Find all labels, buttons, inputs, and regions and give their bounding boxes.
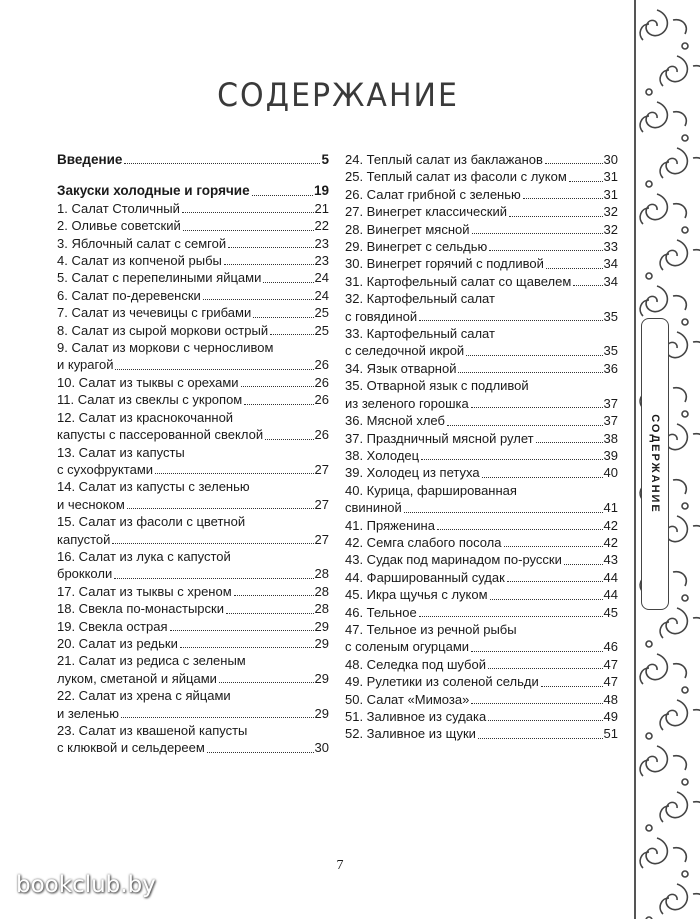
dot-leader <box>244 404 313 405</box>
toc-entry-text: 26. Салат грибной с зеленью <box>345 186 521 202</box>
toc-entry-page: 22 <box>314 218 329 234</box>
toc-entry <box>57 409 329 426</box>
toc-entry-page: 36 <box>603 360 618 376</box>
toc-entry-text: 39. Холодец из петуха <box>345 465 480 481</box>
toc-entry <box>345 221 618 238</box>
toc-entry-page: 19 <box>313 183 329 199</box>
toc-entry <box>57 200 329 217</box>
toc-entry-text: с сухофруктами <box>57 461 154 477</box>
toc-entry-page: 29 <box>314 618 329 634</box>
toc-entry <box>57 513 329 530</box>
toc-entry <box>57 304 329 321</box>
toc-entry <box>345 447 618 464</box>
dot-leader <box>114 578 313 579</box>
toc-entry-text: 48. Селедка под шубой <box>345 656 486 672</box>
toc-entry-page: 27 <box>314 531 329 547</box>
toc-entry <box>57 565 329 582</box>
toc-entry-text: 5. Салат с перепелиными яйцами <box>57 270 262 286</box>
toc-entry-text: капусты с пассерованной свеклой <box>57 427 264 443</box>
toc-entry <box>57 151 329 168</box>
toc-entry-text: 23. Салат из квашеной капусты <box>57 723 248 738</box>
toc-entry <box>57 269 329 286</box>
dot-leader <box>183 230 314 231</box>
toc-entry-page: 21 <box>314 200 329 216</box>
page-title: СОДЕРЖАНИЕ <box>217 76 459 115</box>
dot-leader <box>263 282 313 283</box>
toc-entry-page: 29 <box>314 635 329 651</box>
toc-entry-page: 44 <box>603 569 618 585</box>
toc-entry-text: капустой <box>57 531 111 547</box>
toc-entry-page: 34 <box>603 256 618 272</box>
toc-entry-text: 31. Картофельный салат со щавелем <box>345 273 572 289</box>
dot-leader <box>546 268 603 269</box>
toc-entry-page: 28 <box>314 583 329 599</box>
toc-entry-text: 42. Семга слабого посола <box>345 534 502 550</box>
toc-entry-text: 6. Салат по-деревенски <box>57 287 201 303</box>
dot-leader <box>504 546 603 547</box>
toc-entry-page: 25 <box>314 305 329 321</box>
toc-entry-text: 8. Салат из сырой моркови острый <box>57 322 269 338</box>
toc-entry-text: 14. Салат из капусты с зеленью <box>57 479 250 495</box>
toc-entry <box>57 705 329 722</box>
dot-leader <box>112 543 313 544</box>
toc-entry <box>57 548 329 565</box>
toc-entry-page: 24 <box>314 287 329 303</box>
toc-entry-page: 47 <box>603 656 618 672</box>
toc-entry-page: 28 <box>314 566 329 582</box>
toc-entry-page: 32 <box>603 204 618 220</box>
toc-entry-text: с клюквой и сельдереем <box>57 740 205 756</box>
toc-entry-page: 23 <box>314 253 329 269</box>
toc-entry <box>345 273 618 290</box>
section-tab <box>641 318 669 610</box>
dot-leader <box>253 317 313 318</box>
toc-entry <box>345 586 618 603</box>
toc-entry-text: с соленым огурцами <box>345 639 470 655</box>
toc-entry-page: 25 <box>314 322 329 338</box>
toc-entry-text: 12. Салат из краснокочанной <box>57 409 234 425</box>
watermark: bookclub.by <box>16 872 156 898</box>
toc-entry-page: 38 <box>603 430 618 446</box>
toc-left-column <box>57 151 329 757</box>
toc-entry-page: 30 <box>314 740 329 756</box>
toc-entry-text: 30. Винегрет горячий с подливой <box>345 256 544 272</box>
toc-entry-text: 41. Пряженина <box>345 517 435 533</box>
toc-entry <box>57 287 329 304</box>
toc-entry <box>345 725 618 742</box>
toc-entry-text: 4. Салат из копченой рыбы <box>57 253 222 269</box>
toc-entry <box>345 551 618 568</box>
toc-entry-page: 42 <box>603 517 618 533</box>
toc-entry-text: с говядиной <box>345 308 418 324</box>
dot-leader <box>265 439 313 440</box>
dot-leader <box>127 508 314 509</box>
toc-entry-text: 28. Винегрет мясной <box>345 221 470 237</box>
dot-leader <box>447 425 603 426</box>
toc-entry <box>57 374 329 391</box>
dot-leader <box>478 738 603 739</box>
toc-entry-page: 34 <box>603 273 618 289</box>
toc-entry <box>345 638 618 655</box>
toc-entry <box>345 569 618 586</box>
toc-entry <box>345 325 618 342</box>
toc-entry-text: 7. Салат из чечевицы с грибами <box>57 305 252 321</box>
toc-entry <box>57 652 329 669</box>
toc-entry-page: 29 <box>314 705 329 721</box>
dot-leader <box>458 372 602 373</box>
toc-entry-text: и чесноком <box>57 496 125 512</box>
toc-entry-page: 47 <box>603 674 618 690</box>
toc-entry-text: 38. Холодец <box>345 447 420 463</box>
toc-entry-page: 48 <box>603 691 618 707</box>
toc-entry-text: 9. Салат из моркови с черносливом <box>57 340 274 356</box>
toc-entry <box>345 673 618 690</box>
toc-entry <box>57 687 329 704</box>
dot-leader <box>241 386 314 387</box>
toc-entry-text: 52. Заливное из щуки <box>345 726 476 742</box>
toc-entry <box>345 168 618 185</box>
toc-entry-text: 13. Салат из капусты <box>57 444 185 460</box>
toc-entry-page: 33 <box>603 239 618 255</box>
toc-entry-page: 23 <box>314 235 329 251</box>
toc-entry <box>57 583 329 600</box>
dot-leader <box>155 473 313 474</box>
page-number: 7 <box>336 858 344 873</box>
toc-entry-text: брокколи <box>57 566 113 582</box>
toc-entry-page: 27 <box>314 496 329 512</box>
toc-entry-page: 32 <box>603 221 618 237</box>
toc-entry <box>57 531 329 548</box>
toc-entry-page: 40 <box>603 465 618 481</box>
toc-entry <box>57 252 329 269</box>
toc-entry-text: 45. Икра щучья с луком <box>345 587 488 603</box>
toc-entry-text: из зеленого горошка <box>345 395 469 411</box>
toc-entry-text: 50. Салат «Мимоза» <box>345 691 470 707</box>
toc-entry-text: 36. Мясной хлеб <box>345 413 445 429</box>
toc-entry-page: 24 <box>314 270 329 286</box>
toc-entry <box>345 412 618 429</box>
toc-entry <box>57 426 329 443</box>
toc-entry <box>57 356 329 373</box>
toc-entry <box>345 517 618 534</box>
dot-leader <box>564 564 603 565</box>
toc-entry-text: свининой <box>345 500 402 516</box>
toc-entry <box>57 461 329 478</box>
toc-entry <box>345 621 618 638</box>
toc-entry <box>345 186 618 203</box>
toc-entry-page: 42 <box>603 534 618 550</box>
toc-entry <box>57 444 329 461</box>
toc-entry <box>57 235 329 252</box>
toc-entry-page: 30 <box>603 152 618 167</box>
toc-entry-text: 18. Свекла по-монастырски <box>57 601 224 617</box>
toc-entry-text: 19. Свекла острая <box>57 618 168 634</box>
toc-entry-text: 29. Винегрет с сельдью <box>345 239 488 255</box>
toc-entry-page: 28 <box>314 601 329 617</box>
dot-leader <box>115 369 313 370</box>
dot-leader <box>226 613 314 614</box>
dot-leader <box>419 616 603 617</box>
toc-entry-text: 17. Салат из тыквы с хреном <box>57 583 232 599</box>
toc-entry <box>345 708 618 725</box>
toc-entry <box>345 482 618 499</box>
dot-leader <box>482 477 603 478</box>
toc-entry <box>57 217 329 234</box>
dot-leader <box>488 720 602 721</box>
toc-entry-text: луком, сметаной и яйцами <box>57 670 217 686</box>
toc-entry <box>57 182 329 199</box>
toc-entry-page: 44 <box>603 587 618 603</box>
dot-leader <box>541 686 603 687</box>
dot-leader <box>252 195 313 196</box>
toc-entry <box>57 391 329 408</box>
toc-entry-page: 26 <box>314 427 329 443</box>
toc-entry-page: 35 <box>603 308 618 324</box>
dot-leader <box>121 717 314 718</box>
dot-leader <box>203 299 314 300</box>
toc-entry <box>57 600 329 617</box>
toc-entry-text: 49. Рулетики из соленой сельди <box>345 674 539 690</box>
dot-leader <box>490 599 603 600</box>
dot-leader <box>228 247 313 248</box>
dot-leader <box>472 233 603 234</box>
toc-entry-page: 29 <box>314 670 329 686</box>
toc-entry <box>57 618 329 635</box>
toc-entry-page: 5 <box>321 152 329 167</box>
toc-right-column <box>345 151 618 743</box>
toc-entry <box>57 722 329 739</box>
toc-entry-text: 35. Отварной язык с подливой <box>345 378 529 394</box>
dot-leader <box>471 703 602 704</box>
dot-leader <box>170 630 314 631</box>
toc-entry-text: 27. Винегрет классический <box>345 204 507 220</box>
toc-entry-page: 46 <box>603 639 618 655</box>
dot-leader <box>207 752 314 753</box>
toc-entry <box>57 339 329 356</box>
toc-entry <box>345 203 618 220</box>
toc-entry-text: 51. Заливное из судака <box>345 709 487 724</box>
toc-entry-text: 3. Яблочный салат с семгой <box>57 235 227 251</box>
toc-entry-text: и курагой <box>57 357 114 373</box>
toc-entry <box>57 739 329 756</box>
dot-leader <box>224 264 314 265</box>
toc-entry-text: 1. Салат Столичный <box>57 200 180 216</box>
toc-entry <box>57 478 329 495</box>
toc-entry-text: Введение <box>57 152 123 167</box>
dot-leader <box>219 682 314 683</box>
toc-entry-text: 20. Салат из редьки <box>57 635 178 651</box>
toc-entry-text: 33. Картофельный салат <box>345 326 495 342</box>
dot-leader <box>523 198 603 199</box>
toc-gap <box>57 168 329 182</box>
dot-leader <box>270 334 313 335</box>
toc-entry <box>345 604 618 621</box>
toc-entry-page: 27 <box>314 461 329 477</box>
toc-entry-text: 16. Салат из лука с капустой <box>57 548 231 564</box>
toc-entry-page: 41 <box>603 500 618 516</box>
toc-entry-text: 2. Оливье советский <box>57 218 181 234</box>
toc-entry-text: 32. Картофельный салат <box>345 291 495 307</box>
toc-entry-text: 43. Судак под маринадом по-русски <box>345 552 562 568</box>
toc-entry-text: 24. Теплый салат из баклажанов <box>345 152 543 167</box>
dot-leader <box>507 581 603 582</box>
toc-entry-text: с селедочной икрой <box>345 343 465 359</box>
toc-entry <box>345 342 618 359</box>
toc-entry <box>345 499 618 516</box>
dot-leader <box>489 250 602 251</box>
toc-entry-page: 51 <box>603 726 618 742</box>
toc-entry-page: 26 <box>314 392 329 408</box>
dot-leader <box>419 320 602 321</box>
toc-entry-text: 46. Тельное <box>345 604 417 620</box>
toc-entry-page: 37 <box>603 395 618 411</box>
toc-entry-text: 47. Тельное из речной рыбы <box>345 621 517 637</box>
toc-entry-text: 44. Фаршированный судак <box>345 569 505 585</box>
toc-entry-page: 49 <box>603 709 618 724</box>
toc-entry-text: 11. Салат из свеклы с укропом <box>57 392 243 408</box>
toc-entry-page: 37 <box>603 413 618 429</box>
dot-leader <box>471 407 603 408</box>
section-tab-label: СОДЕРЖАНИЕ <box>649 414 661 514</box>
dot-leader <box>466 355 602 356</box>
toc-entry-page: 26 <box>314 374 329 390</box>
toc-entry <box>345 255 618 272</box>
toc-entry-text: 25. Теплый салат из фасоли с луком <box>345 169 567 185</box>
dot-leader <box>124 163 320 164</box>
toc-entry-page: 39 <box>603 447 618 463</box>
toc-entry-text: 34. Язык отварной <box>345 360 457 376</box>
toc-entry-text: и зеленью <box>57 705 120 721</box>
toc-entry-text: 40. Курица, фаршированная <box>345 482 517 498</box>
dot-leader <box>509 216 603 217</box>
dot-leader <box>437 529 603 530</box>
toc-entry <box>345 360 618 377</box>
dot-leader <box>404 512 603 513</box>
toc-entry-text: 10. Салат из тыквы с орехами <box>57 374 239 390</box>
toc-entry-page: 43 <box>603 552 618 568</box>
toc-entry <box>345 464 618 481</box>
toc-entry <box>57 635 329 652</box>
toc-entry <box>345 377 618 394</box>
toc-entry-page: 31 <box>603 186 618 202</box>
dot-leader <box>471 651 603 652</box>
toc-entry-text: 15. Салат из фасоли с цветной <box>57 514 246 530</box>
dot-leader <box>573 285 602 286</box>
toc-entry-page: 45 <box>603 604 618 620</box>
toc-entry <box>57 670 329 687</box>
toc-entry-text: Закуски холодные и горячие <box>57 183 250 199</box>
toc-entry <box>345 430 618 447</box>
toc-entry-page: 26 <box>314 357 329 373</box>
dot-leader <box>421 459 602 460</box>
toc-entry <box>345 238 618 255</box>
dot-leader <box>180 647 314 648</box>
toc-entry-page: 31 <box>603 169 618 185</box>
toc-entry-text: 37. Праздничный мясной рулет <box>345 430 534 446</box>
toc-entry <box>345 395 618 412</box>
toc-entry <box>57 322 329 339</box>
toc-entry <box>345 691 618 708</box>
dot-leader <box>234 595 314 596</box>
toc-entry <box>57 496 329 513</box>
toc-entry <box>345 151 618 168</box>
toc-entry <box>345 534 618 551</box>
toc-entry <box>345 308 618 325</box>
dot-leader <box>545 163 603 164</box>
toc-entry-page: 35 <box>603 343 618 359</box>
toc-entry-text: 22. Салат из хрена с яйцами <box>57 688 231 704</box>
dot-leader <box>569 181 603 182</box>
dot-leader <box>488 668 603 669</box>
toc-entry-text: 21. Салат из редиса с зеленым <box>57 653 246 669</box>
toc-entry <box>345 290 618 307</box>
dot-leader <box>536 442 603 443</box>
toc-entry <box>345 656 618 673</box>
dot-leader <box>182 212 314 213</box>
